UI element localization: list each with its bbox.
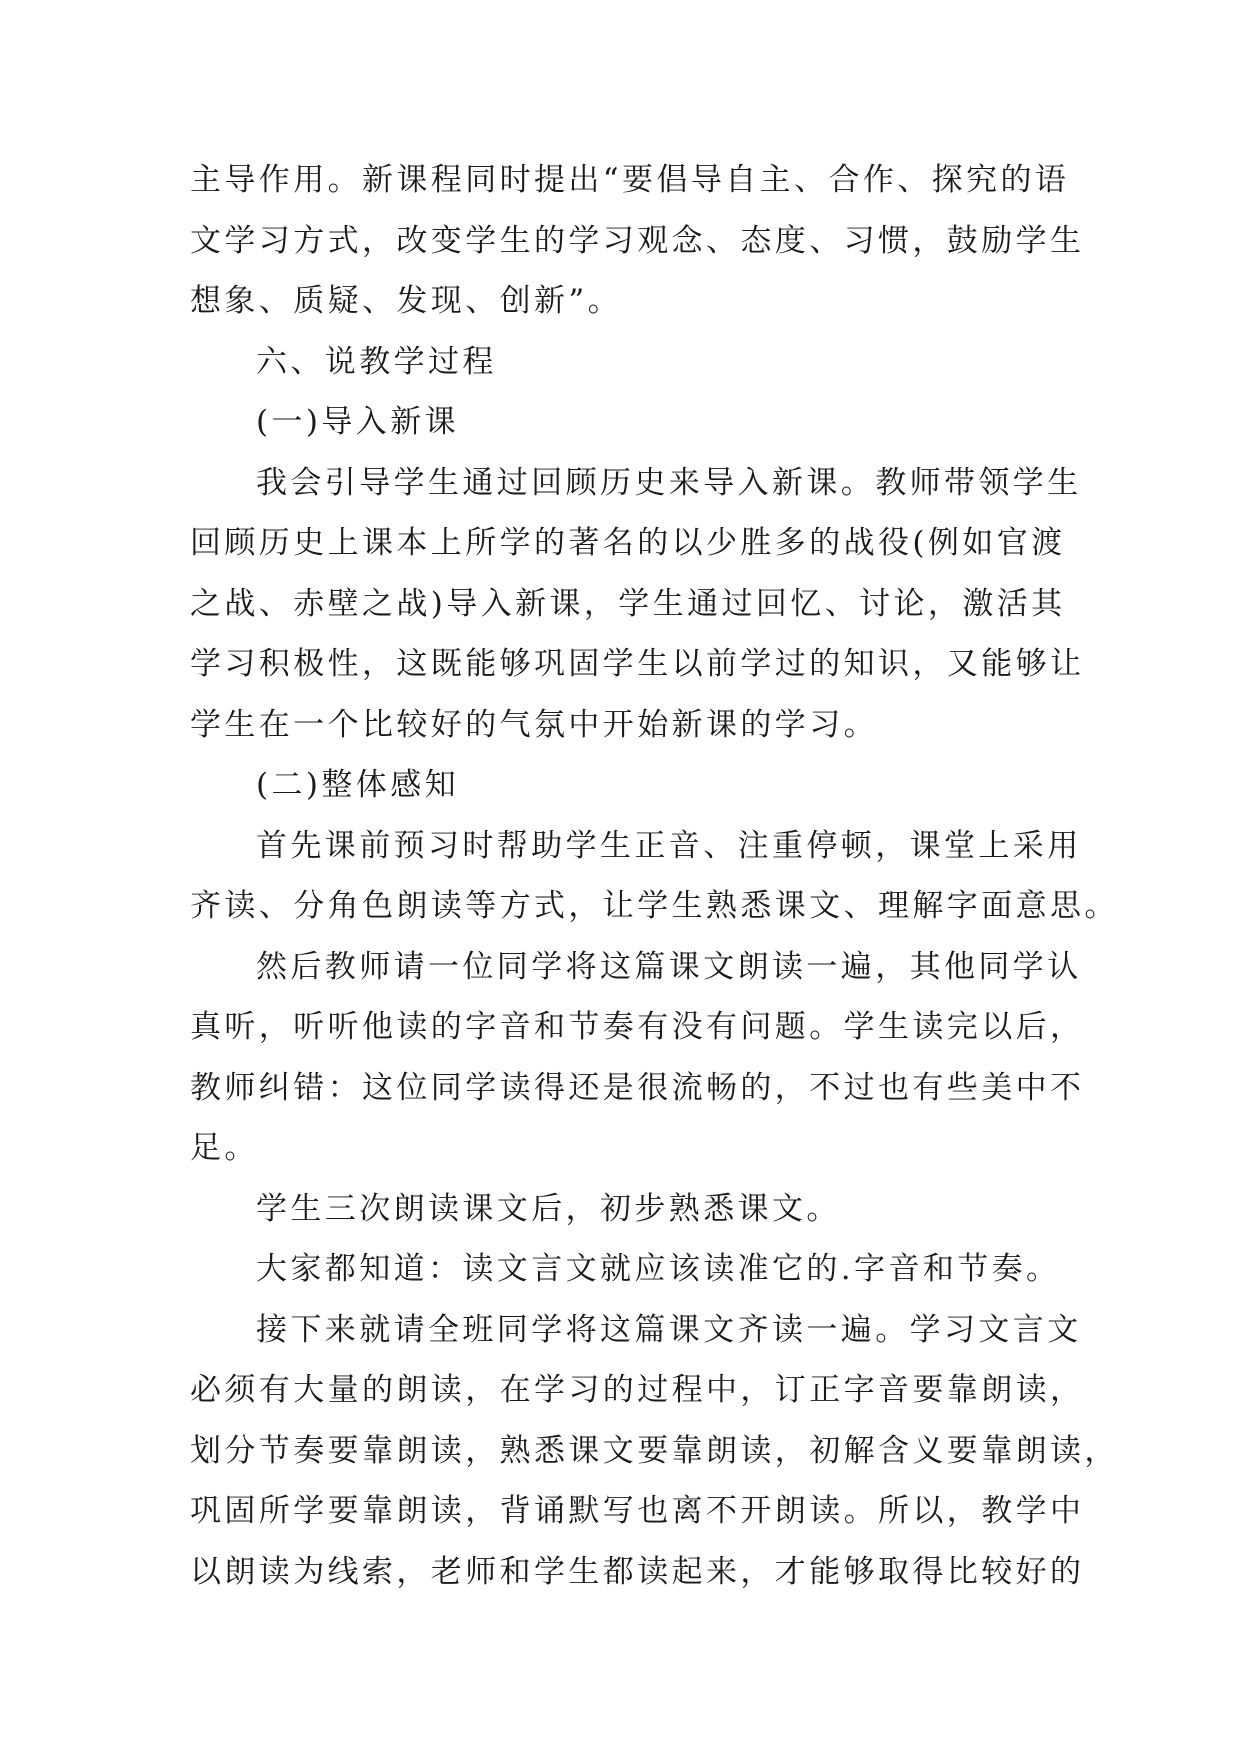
text-line: 真听，听听他读的字音和节奏有没有问题。学生读完以后，: [190, 1009, 1085, 1045]
text-line: 然后教师请一位同学将这篇课文朗读一遍，其他同学认: [256, 948, 1082, 985]
text-line: 接下来就请全班同学将这篇课文齐读一遍。学习文言文: [256, 1311, 1082, 1348]
text-line: 学习积极性，这既能够巩固学生以前学过的知识，又能够让: [190, 646, 1085, 682]
text-line: 齐读、分角色朗读等方式，让学生熟悉课文、理解字面意思。: [190, 888, 1119, 924]
text-line: 划分节奏要靠朗读，熟悉课文要靠朗读，初解含义要靠朗读，: [190, 1432, 1119, 1469]
text-line: 主导作用。新课程同时提出“要倡导自主、合作、探究的语: [190, 162, 1070, 198]
text-line: 以朗读为线索，老师和学生都读起来，才能够取得比较好的: [190, 1553, 1085, 1590]
text-line: 必须有大量的朗读，在学习的过程中，订正字音要靠朗读，: [190, 1372, 1085, 1408]
section-heading: 六、说教学过程: [256, 343, 497, 380]
body-text: [190, 150, 1119, 1602]
subsection-heading: (二)整体感知: [256, 767, 459, 803]
text-line: 我会引导学生通过回顾历史来导入新课。教师带领学生: [256, 464, 1082, 501]
text-line: 教师纠错：这位同学读得还是很流畅的，不过也有些美中不: [190, 1069, 1085, 1106]
text-line: 首先课前预习时帮助学生正音、注重停顿，课堂上采用: [256, 827, 1082, 864]
text-line: 学生在一个比较好的气氛中开始新课的学习。: [190, 706, 878, 743]
text-line: 回顾历史上课本上所学的著名的以少胜多的战役(例如官渡: [190, 525, 1066, 561]
text-line: 想象、质疑、发现、创新”。: [190, 283, 623, 319]
subsection-heading: (一)导入新课: [256, 404, 459, 440]
text-line: 大家都知道：读文言文就应该读准它的.字音和节奏。: [256, 1251, 1061, 1287]
text-line: 足。: [190, 1130, 259, 1166]
text-line: 文学习方式，改变学生的学习观念、态度、习惯，鼓励学生: [190, 222, 1085, 259]
text-line: 之战、赤壁之战)导入新课，学生通过回忆、讨论，激活其: [190, 585, 1066, 622]
text-line: 巩固所学要靠朗读，背诵默写也离不开朗读。所以，教学中: [190, 1493, 1085, 1529]
text-line: 学生三次朗读课文后，初步熟悉课文。: [256, 1190, 841, 1227]
